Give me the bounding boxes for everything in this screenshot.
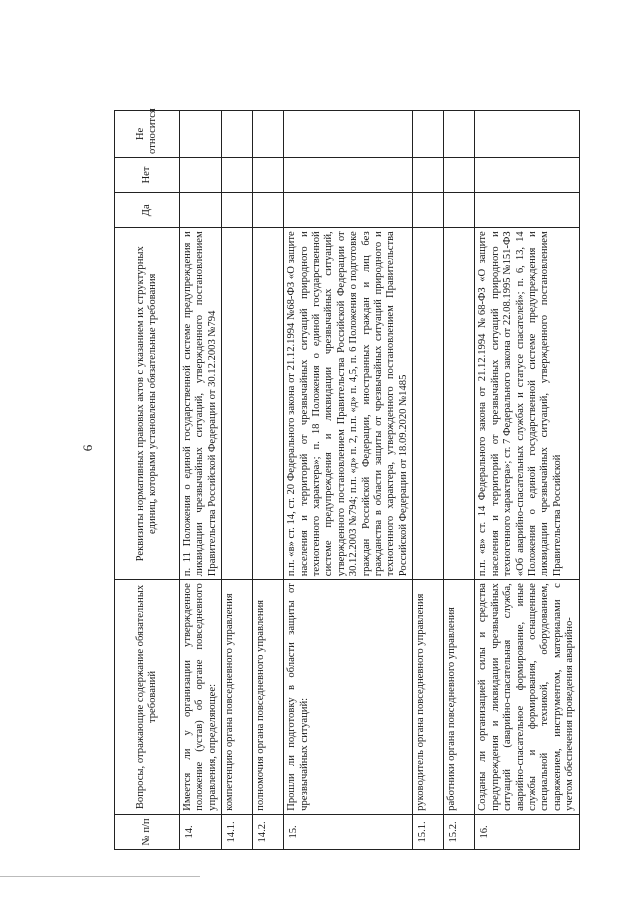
- row-requisites: п. 11 Положения о единой государственной системе предупреждения и ликвидации чрезвычайных ситуаций, утвержденного постановлением Правительства Российской Федерации от 30.12.2003 №794: [180, 228, 222, 580]
- row-question: работники органа повседневного управления: [444, 580, 475, 815]
- answer-not-applicable-cell[interactable]: [253, 111, 284, 158]
- answer-no-cell[interactable]: [444, 157, 475, 192]
- table-row: [180, 111, 222, 850]
- table-row: [222, 111, 253, 850]
- header-num: № п/п: [115, 814, 180, 849]
- page-number: 6: [80, 444, 95, 452]
- row-question: полномочия органа повседневного управления: [253, 580, 284, 815]
- answer-no-cell[interactable]: [413, 157, 444, 192]
- row-requisites: [222, 228, 253, 580]
- table-row: [284, 111, 413, 850]
- table-row: [444, 111, 475, 850]
- header-not-applicable: Не относится: [115, 111, 180, 158]
- table-row: [253, 111, 284, 850]
- header-requisites: Реквизиты нормативных правовых актов с указанием их структурных единиц, которыми установлены обязательные требования: [115, 228, 180, 580]
- answer-yes-cell[interactable]: [284, 193, 413, 228]
- answer-not-applicable-cell[interactable]: [284, 111, 413, 158]
- scan-artifact-line: [0, 876, 200, 877]
- row-question: Имеется ли у организации утвержденное положение (устав) об органе повседневного управления, определяющее:: [180, 580, 222, 815]
- answer-no-cell[interactable]: [222, 157, 253, 192]
- row-number: 14.: [180, 814, 222, 849]
- answer-not-applicable-cell[interactable]: [413, 111, 444, 158]
- row-number: 15.: [284, 814, 413, 849]
- header-yes: Да: [115, 193, 180, 228]
- answer-yes-cell[interactable]: [253, 193, 284, 228]
- answer-not-applicable-cell[interactable]: [222, 111, 253, 158]
- header-question: Вопросы, отражающие содержание обязательных требований: [115, 580, 180, 815]
- row-question: Созданы ли организацией силы и средства предупреждения и ликвидации чрезвычайных ситуаций (аварийно-спасательная служба, аварийно-спасательное формирование, иные службы и формирования, оснащенные специальной техникой, оборудованием, снаряжением, инструментом, материалами с учетом обеспечения проведения аварийно-: [475, 580, 579, 815]
- answer-no-cell[interactable]: [475, 157, 579, 192]
- row-requisites: [413, 228, 444, 580]
- checklist-table: [114, 110, 580, 850]
- table-row: [475, 111, 579, 850]
- answer-yes-cell[interactable]: [413, 193, 444, 228]
- row-number: 15.2.: [444, 814, 475, 849]
- checklist-table-container: [114, 110, 604, 850]
- answer-no-cell[interactable]: [253, 157, 284, 192]
- header-no: Нет: [115, 157, 180, 192]
- table-header-row: [115, 111, 180, 850]
- row-question: компетенцию органа повседневного управления: [222, 580, 253, 815]
- answer-no-cell[interactable]: [284, 157, 413, 192]
- answer-yes-cell[interactable]: [222, 193, 253, 228]
- answer-no-cell[interactable]: [180, 157, 222, 192]
- answer-yes-cell[interactable]: [444, 193, 475, 228]
- row-requisites: п.п. «в» ст. 14, ст. 20 Федерального закона от 21.12.1994 №68-ФЗ «О защите населения и территорий от чрезвычайных ситуаций природного и техногенного характера»; п. 18 Положения о единой государственной системе предупреждения и ликвидации чрезвычайных ситуаций, утвержденного постановлением Правительства Российской Федерации от 30.12.2003 №794; п.п. «д» п. 2, п.п. «д» п. 4,5, п. 6 Положения о подготовке граждан Российской Федерации, иностранных граждан и лиц без гражданства в области защиты от чрезвычайных ситуаций природного и техногенного характера, утвержденного постановлением Правительства Российской Федерации от 18.09.2020 №1485: [284, 228, 413, 580]
- row-number: 16.: [475, 814, 579, 849]
- row-number: 14.1.: [222, 814, 253, 849]
- row-requisites: [444, 228, 475, 580]
- answer-yes-cell[interactable]: [475, 193, 579, 228]
- row-number: 15.1.: [413, 814, 444, 849]
- answer-not-applicable-cell[interactable]: [180, 111, 222, 158]
- row-requisites: п.п. «в» ст. 14 Федерального закона от 21.12.1994 №68-ФЗ «О защите населения и территорий от чрезвычайных ситуаций природного и техногенного характера»; ст. 7 Федерального закона от 22.08.1995 №151-ФЗ «Об аварийно-спасательных службах и статусе спасателей»; п. 6, 13, 14 Положения о единой государственной системе предупреждения и ликвидации чрезвычайных ситуаций, утвержденного постановлением Правительства Российской: [475, 228, 579, 580]
- row-number: 14.2.: [253, 814, 284, 849]
- row-requisites: [253, 228, 284, 580]
- table-row: [413, 111, 444, 850]
- row-question: руководитель органа повседневного управления: [413, 580, 444, 815]
- answer-not-applicable-cell[interactable]: [444, 111, 475, 158]
- row-question: Прошли ли подготовку в области защиты от чрезвычайных ситуаций:: [284, 580, 413, 815]
- answer-yes-cell[interactable]: [180, 193, 222, 228]
- answer-not-applicable-cell[interactable]: [475, 111, 579, 158]
